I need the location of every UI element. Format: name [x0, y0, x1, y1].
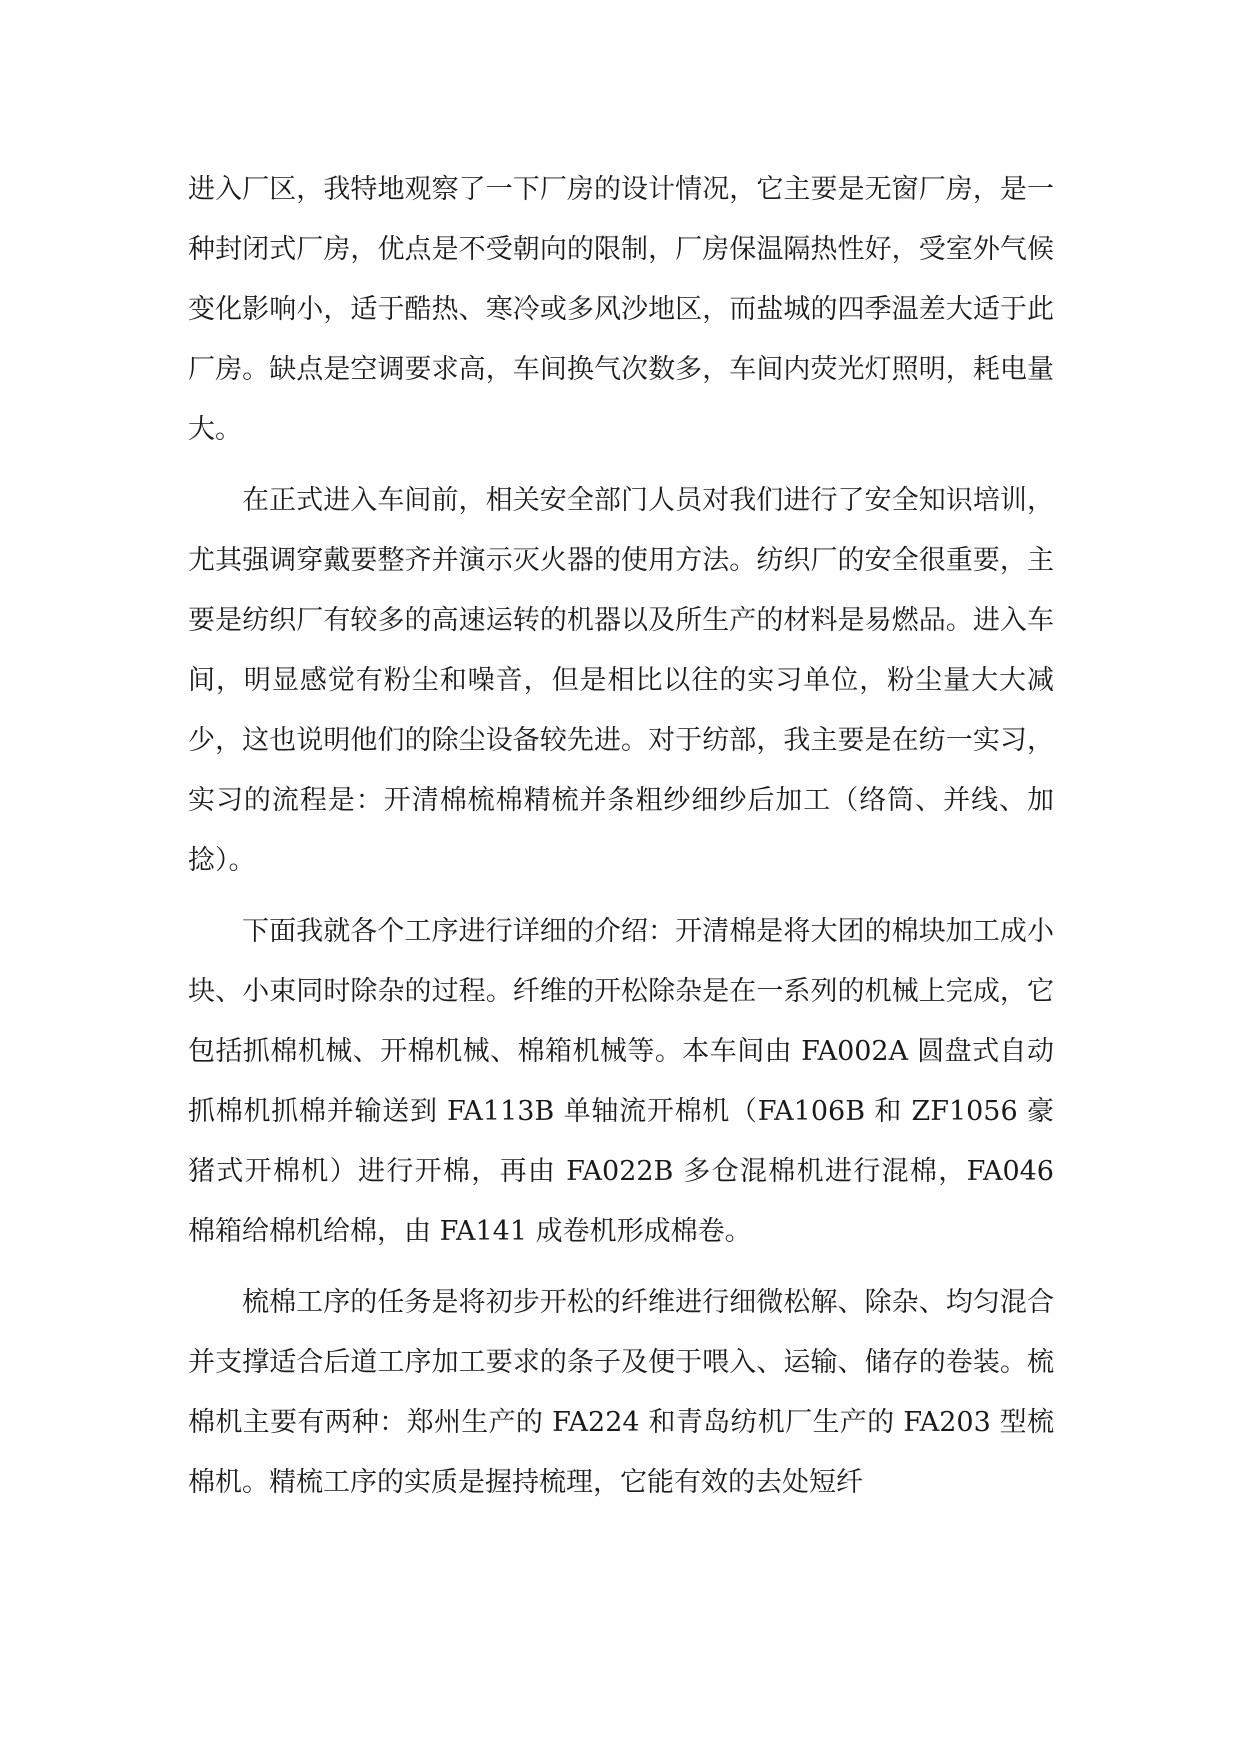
document-body	[188, 160, 1054, 1524]
paragraph-carding-combing: 梳棉工序的任务是将初步开松的纤维进行细微松解、除杂、均匀混合并支撑适合后道工序加工要求的条子及便于喂入、运输、储存的卷装。梳棉机主要有两种：郑州生产的 FA224 和青岛纺机厂生产的 FA203 型梳棉机。精梳工序的实质是握持梳理，它能有效的去处短纤	[188, 1287, 1054, 1498]
paragraph-opening-cleaning: 下面我就各个工序进行详细的介绍：开清棉是将大团的棉块加工成小块、小束同时除杂的过程。纤维的开松除杂是在一系列的机械上完成，它包括抓棉机械、开棉机械、棉箱机械等。本车间由 FA002A 圆盘式自动抓棉机抓棉并输送到 FA113B 单轴流开棉机（FA106B 和 ZF1056 豪猪式开棉机）进行开棉，再由 FA022B 多仓混棉机进行混棉，FA046 棉箱给棉机给棉，由 FA141 成卷机形成棉卷。	[188, 916, 1054, 1247]
paragraph-safety-training: 在正式进入车间前，相关安全部门人员对我们进行了安全知识培训，尤其强调穿戴要整齐并演示灭火器的使用方法。纺织厂的安全很重要，主要是纺织厂有较多的高速运转的机器以及所生产的材料是易燃品。进入车间，明显感觉有粉尘和噪音，但是相比以往的实习单位，粉尘量大大减少，这也说明他们的除尘设备较先进。对于纺部，我主要是在纺一实习，实习的流程是：开清棉梳棉精梳并条粗纱细纱后加工（络筒、并线、加捻）。	[188, 485, 1054, 876]
paragraph-factory-design: 进入厂区，我特地观察了一下厂房的设计情况，它主要是无窗厂房，是一种封闭式厂房，优点是不受朝向的限制，厂房保温隔热性好，受室外气候变化影响小，适于酷热、寒冷或多风沙地区，而盐城的四季温差大适于此厂房。缺点是空调要求高，车间换气次数多，车间内荧光灯照明，耗电量大。	[188, 174, 1054, 445]
